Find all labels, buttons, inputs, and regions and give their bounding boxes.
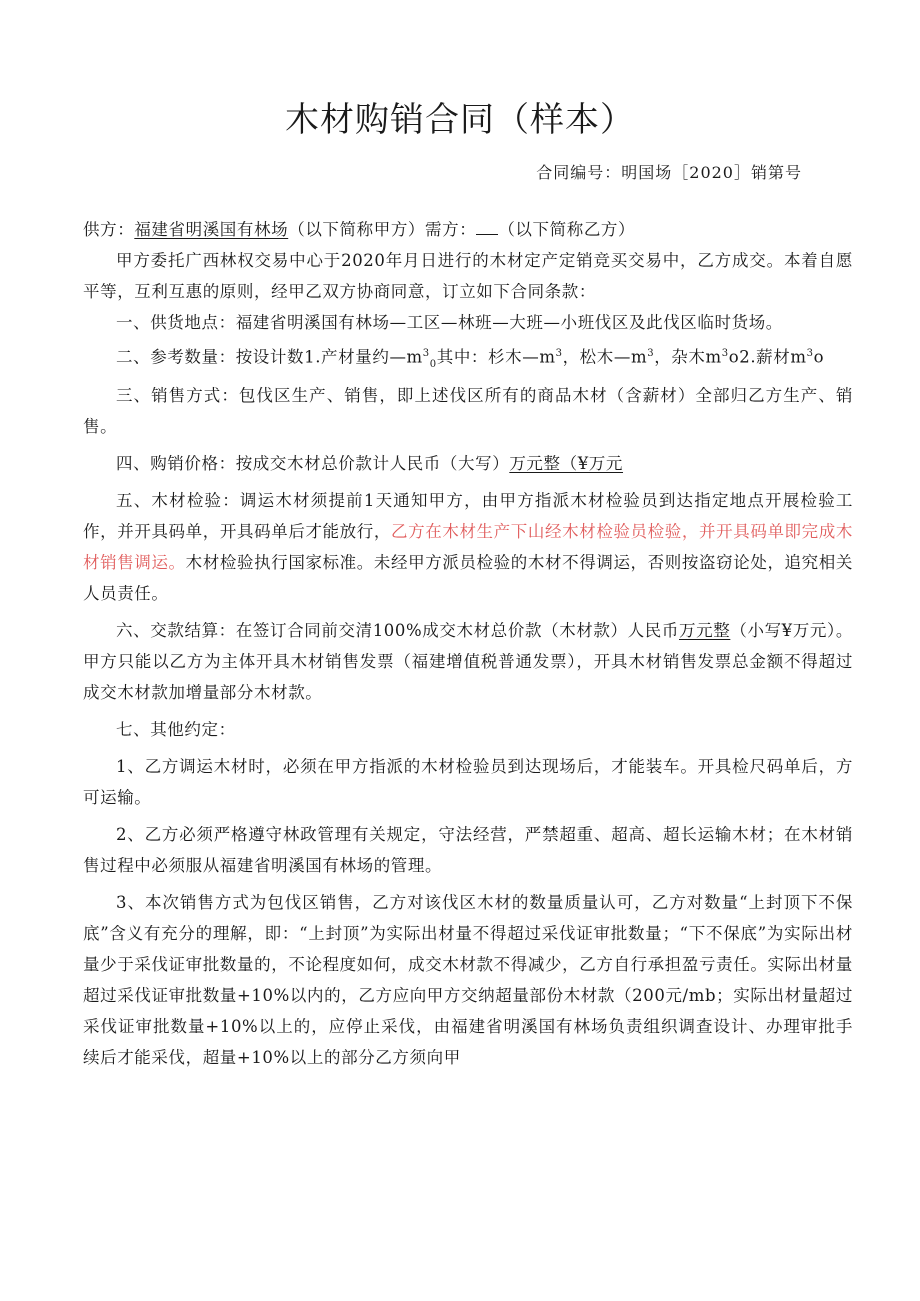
- supplier-name: 福建省明溪国有林场: [134, 220, 289, 239]
- clause-6: [83, 615, 853, 708]
- clause-6-text-b: （小写¥万元）。甲方只能以乙方为主体开具木材销售发票（福建增值税普通发票），开具木材销售发票总金额不得超过成交木材款加增量部分木材款。: [83, 620, 853, 702]
- clause-2-text-a: 二、参考数量：按设计数1.产材量约—m: [116, 347, 423, 367]
- buyer-suffix: （以下简称乙方）: [498, 220, 636, 239]
- clause-2: [83, 338, 853, 380]
- intro-paragraph: 甲方委托广西林权交易中心于2020年月日进行的木材定产定销竞买交易中，乙方成交。本着自愿平等，互利互惠的原则，经甲乙双方协商同意，订立如下合同条款：: [83, 251, 853, 301]
- clause-2-text-f: o: [813, 347, 825, 367]
- clause-6-amount: 万元整: [679, 620, 731, 640]
- clause-2-text-e: o2.薪材m: [728, 347, 807, 367]
- clause-7-item-2: 2、乙方必须严格遵守林政管理有关规定，守法经营，严禁超重、超高、超长运输木材；在木材销售过程中必须服从福建省明溪国有林场的管理。: [83, 824, 853, 875]
- clause-2-sub-1: 0: [429, 358, 437, 370]
- page-title: 木材购销合同（样本）: [285, 100, 635, 140]
- clause-4-text: 四、购销价格：按成交木材总价款计人民币（大写）: [116, 453, 510, 473]
- clause-6-text-a: 六、交款结算：在签订合同前交清100%成交木材总价款（木材款）人民币: [116, 620, 679, 640]
- parties-line: [83, 214, 853, 245]
- clause-7: 七、其他约定：: [116, 719, 236, 739]
- clause-2-text-c: ，松木—m: [562, 347, 648, 367]
- supplier-label: 供方：: [83, 220, 135, 239]
- clause-7-item-3: 3、本次销售方式为包伐区销售，乙方对该伐区木材的数量质量认可，乙方对数量“上封顶下不保底”含义有充分的理解，即：“上封顶”为实际出材量不得超过采伐证审批数量；“下不保底”为实际出材量少于采伐证审批数量的，不论程度如何，成交木材款不得减少，乙方自行承担盈亏责任。实际出材量超过采伐证审批数量+10%以内的，乙方应向甲方交纳超量部份木材款（200元/mb；实际出材量超过采伐证审批数量+10%以上的，应停止采伐，由福建省明溪国有林场负责组织调查设计、办理审批手续后才能采伐，超量+10%以上的部分乙方须向甲: [83, 892, 853, 1067]
- clause-2-sup-5: 3: [806, 348, 814, 359]
- clause-5-highlight: 乙方在木材生产下山经木材检验员检验，并开具码单即完成木材销售调运。: [83, 521, 853, 572]
- clause-2-sup-3: 3: [647, 348, 655, 359]
- clause-4: [83, 448, 853, 479]
- clause-2-sup-1: 3: [422, 348, 430, 359]
- clause-4-amount: 万元整（¥万元: [509, 453, 624, 473]
- clause-2-sup-2: 3: [555, 348, 563, 359]
- supplier-suffix: （以下简称甲方）需方：: [288, 220, 477, 239]
- buyer-blank: [476, 220, 498, 235]
- clause-7-item-1: 1、乙方调运木材时，必须在甲方指派的木材检验员到达现场后，才能装车。开具检尺码单后，方可运输。: [83, 756, 853, 807]
- contract-number: 合同编号：明国场［2020］销第号: [536, 163, 802, 182]
- clause-5: [83, 485, 853, 609]
- clause-1: 一、供货地点：福建省明溪国有林场—工区—林班—大班—小班伐区及此伐区临时货场。: [116, 313, 783, 332]
- clause-2-text-b: 其中：杉木—m: [436, 347, 556, 367]
- clause-5-text-a: 五、木材检验：调运木材须提前1天通知甲方，由甲方指派木材检验员到达指定地点开展检验工作，并开具码单，开具码单后才能放行，: [83, 490, 853, 541]
- clause-3: 三、销售方式：包伐区生产、销售，即上述伐区所有的商品木材（含薪材）全部归乙方生产、销售。: [83, 385, 853, 436]
- clause-2-sup-4: 3: [721, 348, 729, 359]
- clause-5-text-b: 木材检验执行国家标准。未经甲方派员检验的木材不得调运，否则按盗窃论处，追究相关人员责任。: [83, 552, 853, 603]
- contract-body: [83, 214, 853, 1073]
- clause-2-text-d: ，杂木m: [654, 347, 722, 367]
